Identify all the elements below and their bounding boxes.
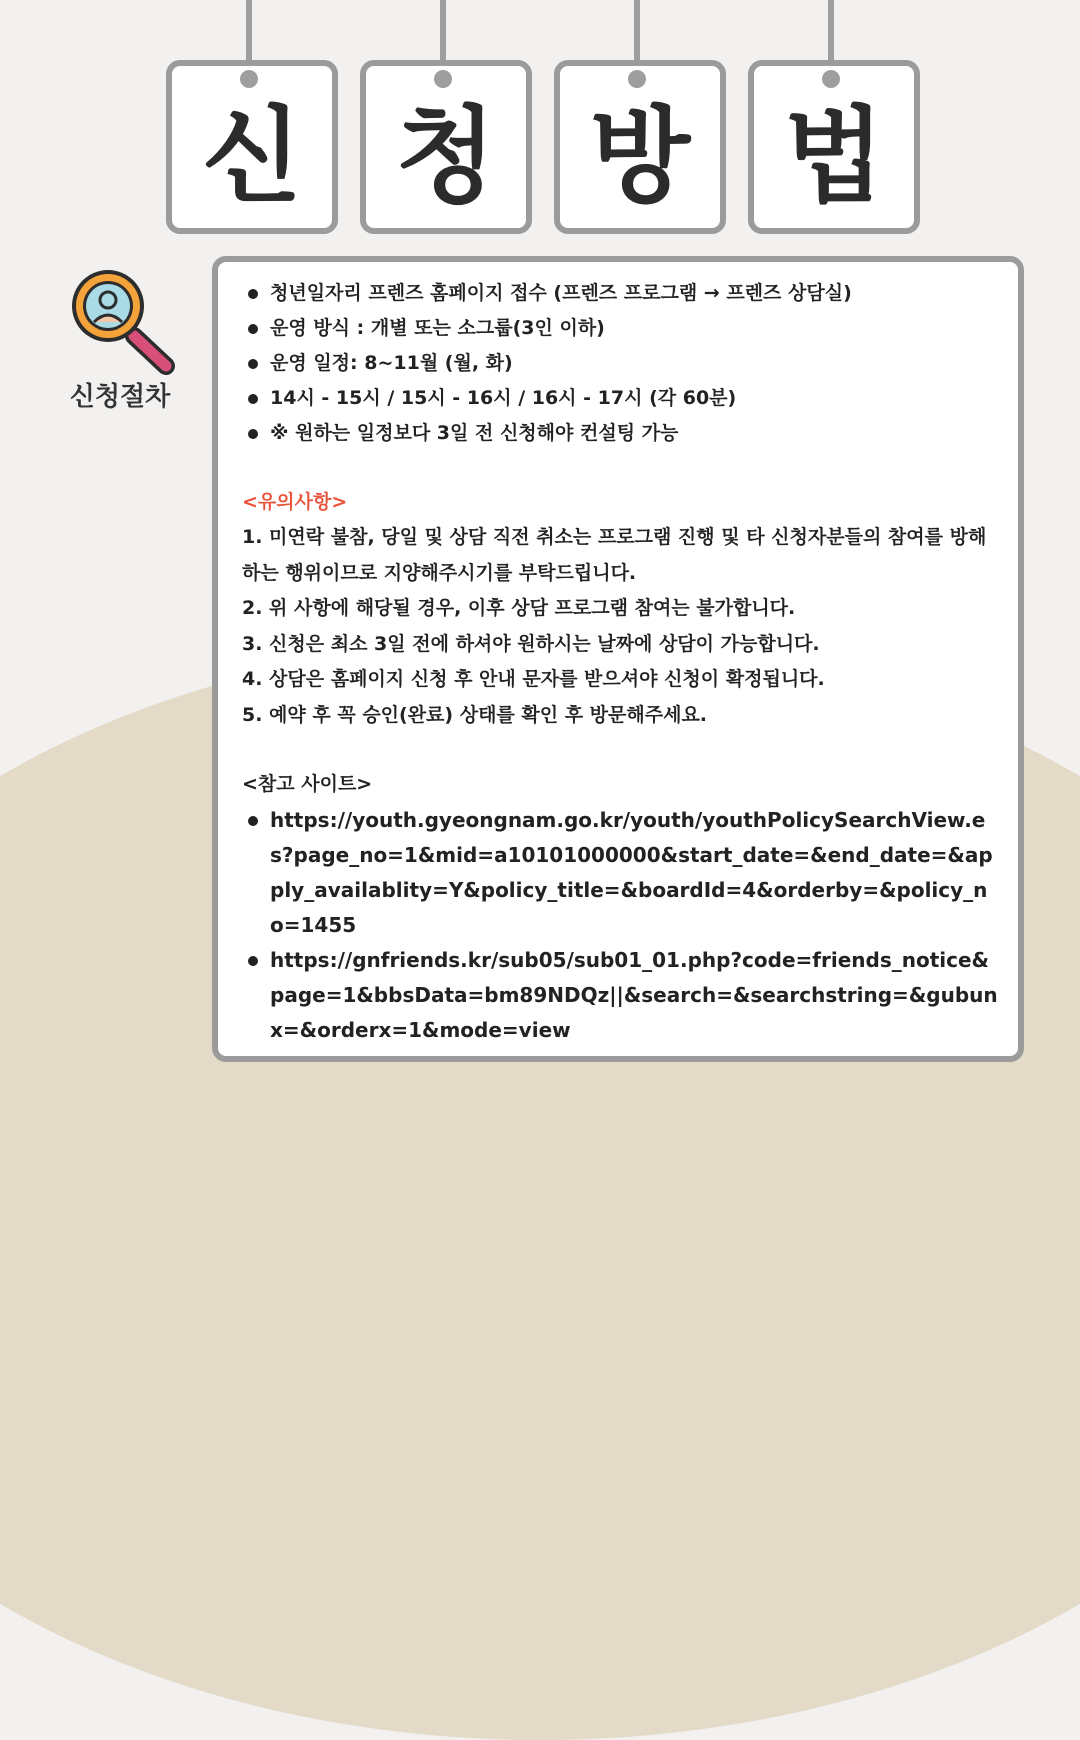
notice-item: 1. 미연락 불참, 당일 및 상담 직전 취소는 프로그램 진행 및 타 신청자분들의 참여를 방해하는 행위이므로 지양해주시기를 부탁드립니다. — [242, 526, 987, 584]
reference-link[interactable]: https://youth.gyeongnam.go.kr/youth/youthPolicySearchView.es?page_no=1&mid=a10101000000&start_date=&end_date=&apply_availablity=Y&policy_title=&boardId=4&orderby=&policy_no=1455 — [242, 803, 1000, 943]
magnifier-user-icon — [64, 266, 184, 378]
list-item: 운영 일정: 8~11월 (월, 화) — [242, 346, 1000, 381]
notice-item: 4. 상담은 홈페이지 신청 후 안내 문자를 받으셔야 신청이 확정됩니다. — [242, 668, 825, 690]
reference-links — [242, 803, 1000, 1048]
notice-title: <유의사항> — [242, 491, 348, 513]
reference-link[interactable]: https://gnfriends.kr/sub05/sub01_01.php?code=friends_notice&page=1&bbsData=bm89NDQz||&search=&searchstring=&gubunx=&orderx=1&mode=view — [242, 943, 1000, 1048]
reference-title: <참고 사이트> — [242, 773, 373, 795]
notice-item: 3. 신청은 최소 3일 전에 하셔야 원하시는 날짜에 상담이 가능합니다. — [242, 632, 820, 655]
title-tag-1 — [166, 0, 338, 232]
list-item: 운영 방식 : 개별 또는 소그룹(3인 이하) — [242, 311, 1000, 346]
notice-item: 2. 위 사항에 해당될 경우, 이후 상담 프로그램 참여는 불가합니다. — [242, 597, 796, 619]
tag-hole — [628, 70, 646, 88]
tag-hole — [822, 70, 840, 88]
title-tag-2 — [360, 0, 532, 232]
title-char: 방 — [589, 95, 691, 217]
title-char: 법 — [783, 95, 885, 217]
title-tag-4 — [748, 0, 920, 232]
list-item: ※ 원하는 일정보다 3일 전 신청해야 컨설팅 가능 — [242, 416, 1000, 451]
info-panel — [212, 256, 1024, 1062]
notice-item: 5. 예약 후 꼭 승인(완료) 상태를 확인 후 방문해주세요. — [242, 703, 708, 726]
title-tag-3 — [554, 0, 726, 232]
side-label: 신청절차 — [69, 382, 171, 412]
tag-hole — [240, 70, 258, 88]
title-char: 청 — [395, 95, 497, 217]
title-char: 신 — [201, 95, 303, 217]
schedule-list — [242, 276, 1000, 451]
tag-hole — [434, 70, 452, 88]
notice-list — [242, 520, 1000, 733]
list-item: 14시 - 15시 / 15시 - 16시 / 16시 - 17시 (각 60분) — [242, 381, 1000, 416]
list-item: 청년일자리 프렌즈 홈페이지 접수 (프렌즈 프로그램 → 프렌즈 상담실) — [242, 276, 1000, 311]
